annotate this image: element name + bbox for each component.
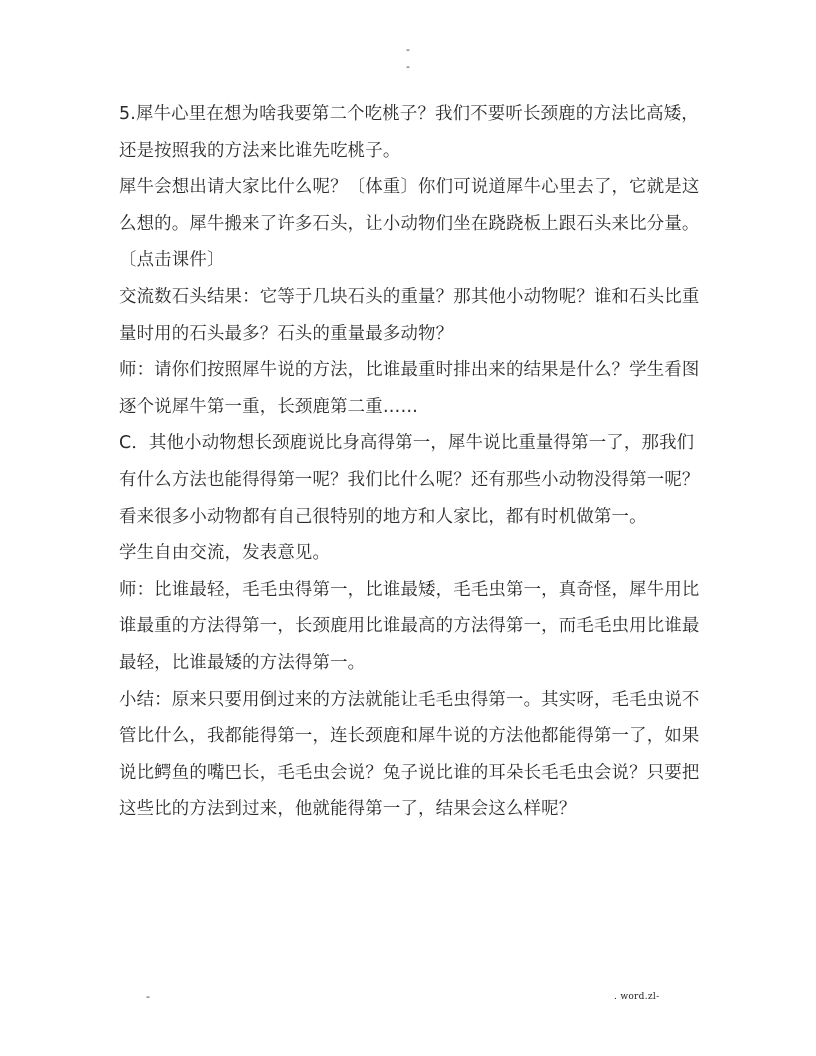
footer-source-text: . word.zl-	[614, 992, 660, 1002]
paragraph-7: 师：比谁最轻，毛毛虫得第一，比谁最矮，毛毛虫第一，真奇怪，犀牛用比谁最重的方法得第一，长颈鹿用比谁最高的方法得第一，而毛毛虫用比谁最最轻，比谁最矮的方法得第一。	[119, 579, 700, 673]
paragraph-2: 犀牛会想出请大家比什么呢？〔体重〕你们可说道犀牛心里去了，它就是这么想的。犀牛搬来了许多石头，让小动物们坐在跷跷板上跟石头来比分量。〔点击课件〕	[119, 177, 700, 271]
paragraph-8: 小结：原来只要用倒过来的方法就能让毛毛虫得第一。其实呀，毛毛虫说不管比什么，我都能得第一，连长颈鹿和犀牛说的方法他都能得第一了，如果说比鳄鱼的嘴巴长，毛毛虫会说？兔子说比谁的耳朵长毛毛虫会说？只要把这些比的方法到过来，他就能得第一了，结果会这么样呢？	[119, 689, 700, 820]
footer-left-mark: -	[146, 990, 150, 1003]
paragraph-4: 师：请你们按照犀牛说的方法，比谁最重时排出来的结果是什么？学生看图逐个说犀牛第一重，长颈鹿第二重……	[119, 360, 700, 417]
header-mark-top: -	[406, 43, 410, 56]
document-body	[119, 96, 704, 828]
header-mark-bottom: -	[406, 60, 410, 73]
paragraph-6: 学生自由交流，发表意见。	[119, 543, 331, 564]
paragraph-1: 5.犀牛心里在想为啥我要第二个吃桃子？我们不要听长颈鹿的方法比高矮，还是按照我的方法来比谁先吃桃子。	[119, 104, 699, 161]
paragraph-3: 交流数石头结果：它等于几块石头的重量？那其他小动物呢？谁和石头比重量时用的石头最多？石头的重量最多动物？	[119, 286, 700, 344]
paragraph-5: C．其他小动物想长颈鹿说比身高得第一，犀牛说比重量得第一了，那我们有什么方法也能得得第一呢？我们比什么呢？还有那些小动物没得第一呢？看来很多小动物都有自己很特别的地方和人家比，都有时机做第一。	[119, 433, 700, 527]
